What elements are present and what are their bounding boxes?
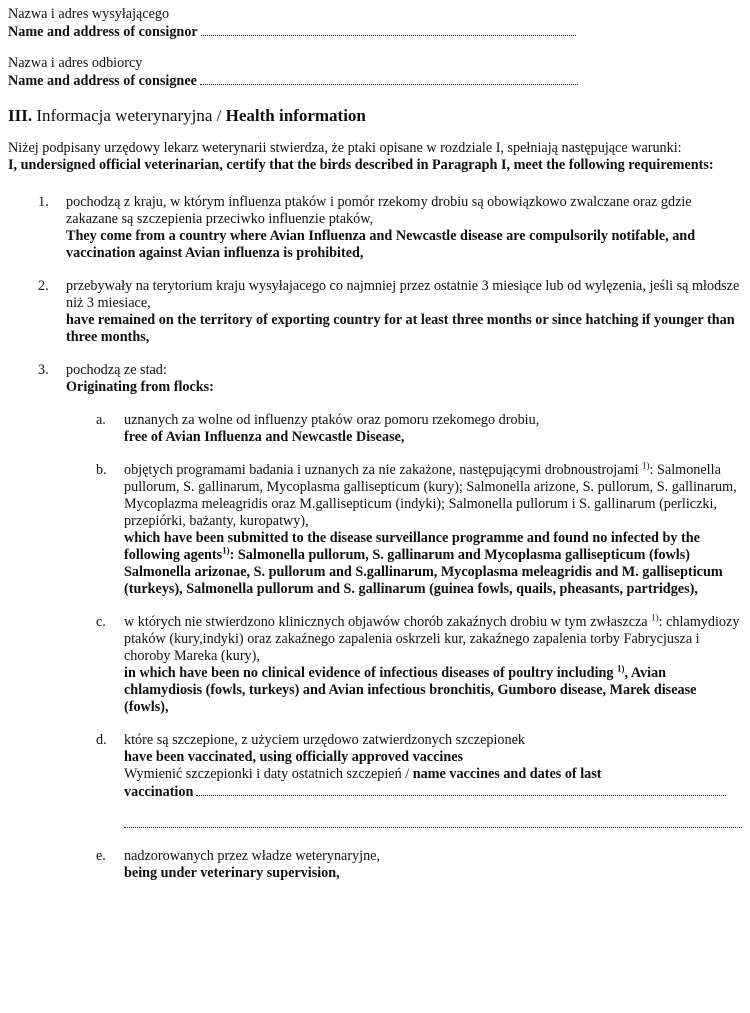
flock-condition-e xyxy=(8,848,744,882)
condition-text-en-part2: : Salmonella pullorum, S. gallinarum and Mycoplasma gallisepticum (fowls) Salmonella arizonae, S. pullorum and S.gallinarum, Mycoplasma meleagridis and M. gallisepticum (turkeys), Salmonella pullorum and S. gallinarum (guinea fowls, quails, pheasants, partridges), xyxy=(124,547,723,597)
flock-condition-c xyxy=(8,614,744,716)
vaccination-prompt xyxy=(124,766,744,783)
footnote-mark: 1) xyxy=(642,460,650,471)
condition-text-pl-part1: objętych programami badania i uznanych za nie zakażone, następującymi drobnoustrojami xyxy=(124,462,639,478)
consignee-label-en: Name and address of consignee xyxy=(8,73,197,89)
footnote-mark: 1) xyxy=(617,663,625,674)
item-number: 2. xyxy=(38,278,49,294)
condition-text-en: have been vaccinated, using officially approved vaccines xyxy=(124,749,464,765)
consignee-fill-line[interactable] xyxy=(200,72,578,85)
consignee-field xyxy=(8,55,744,90)
item-text-en: Originating from flocks: xyxy=(66,379,214,395)
item-text-en: They come from a country where Avian Influenza and Newcastle disease are compulsorily notifable, and vaccination against Avian influenza is prohibited, xyxy=(66,228,696,261)
condition-text-pl xyxy=(124,462,744,530)
condition-text-pl: nadzorowanych przez władze weterynaryjne, xyxy=(124,848,381,864)
condition-letter: a. xyxy=(96,412,106,428)
consignor-field xyxy=(8,6,744,41)
vaccination-fill-line-2[interactable] xyxy=(124,815,742,828)
item-text-en: have remained on the territory of exporting country for at least three months or since hatching if younger than three months, xyxy=(66,312,735,345)
consignor-fill-line[interactable] xyxy=(201,23,576,36)
flock-condition-b xyxy=(8,462,744,598)
condition-letter: e. xyxy=(96,848,106,864)
section-number: III. xyxy=(8,106,33,125)
item-text-pl: przebywały na terytorium kraju wysyłajacego co najmniej przez ostatnie 3 miesiące lub od wylęzenia, jeśli są młodsze niż 3 miesiace, xyxy=(66,278,740,311)
vaccination-prompt-pl: Wymienić szczepionki i daty ostatnich szczepień / xyxy=(124,766,410,782)
flock-condition-a xyxy=(8,412,744,446)
section-title-pl: Informacja weterynaryjna / xyxy=(36,106,222,125)
requirements-list xyxy=(8,194,744,882)
vaccination-label: vaccination xyxy=(124,784,194,800)
condition-text-en-part2: , Avian chlamydiosis (fowls, turkeys) and Avian infectious bronchitis, Gumboro disease, Marek disease (fowls), xyxy=(124,665,697,715)
requirement-item xyxy=(8,278,744,346)
consignor-label-pl: Nazwa i adres wysyłającego xyxy=(8,6,170,22)
condition-letter: d. xyxy=(96,732,107,748)
vaccination-prompt-en: name vaccines and dates of last xyxy=(412,766,602,782)
condition-text-en-part1: in which have been no clinical evidence of infectious diseases of poultry including xyxy=(124,665,614,681)
section-heading xyxy=(8,106,744,126)
condition-letter: c. xyxy=(96,614,106,630)
condition-text-pl-part2: : Salmonella pullorum, S. gallinarum, Mycoplasma gallisepticum (kury); Salmonella arizone, S. pullorum, S. gallinarum, Mycoplazma meleagridis oraz M.gallisepticum (indyki); Salmonella pullorum i S. gallinarum (perliczki, przepiórki, bażanty, kuropatwy), xyxy=(124,462,737,529)
requirement-item xyxy=(8,362,744,882)
item-text-pl: pochodzą z kraju, w którym influenza ptaków i pomór rzekomy drobiu są obowiązkowo zwalczane oraz gdzie zakazane są szczepienia przeciwko influenzie ptaków, xyxy=(66,194,692,227)
flock-condition-d xyxy=(8,732,744,828)
condition-text-pl-part1: w których nie stwierdzono klinicznych objawów chorób zakaźnych drobiu w tym zwłaszcza xyxy=(124,614,648,630)
section-title-en: Health information xyxy=(225,106,366,125)
certificate-page xyxy=(8,6,744,898)
item-number: 1. xyxy=(38,194,49,210)
vaccination-fill-line[interactable] xyxy=(196,783,726,796)
footnote-mark: 1) xyxy=(222,545,230,556)
condition-text-pl: które są szczepione, z użyciem urzędowo zatwierdzonych szczepionek xyxy=(124,732,525,748)
intro-pl: Niżej podpisany urzędowy lekarz weterynarii stwierdza, że ptaki opisane w rozdziale I, spełniają następujące warunki: xyxy=(8,140,682,156)
condition-letter: b. xyxy=(96,462,107,478)
condition-text-pl-part2: : chlamydiozy ptaków (kury,indyki) oraz zakaźnego zapalenia oskrzeli kur, zakaźnego zapalenia torby Fabrycjusza i choroby Mareka (kury), xyxy=(124,614,740,664)
condition-text-pl: uznanych za wolne od influenzy ptaków oraz pomoru rzekomego drobiu, xyxy=(124,412,540,428)
intro-paragraph xyxy=(8,140,744,174)
consignee-label-pl: Nazwa i adres odbiorcy xyxy=(8,55,143,71)
condition-text-pl xyxy=(124,614,744,665)
intro-en: I, undersigned official veterinarian, certify that the birds described in Paragraph I, meet the following requirements: xyxy=(8,157,714,173)
item-number: 3. xyxy=(38,362,49,378)
condition-text-en-part1: which have been submitted to the disease surveillance programme and found no infected by the following agents xyxy=(124,530,700,563)
condition-text-en: being under veterinary supervision, xyxy=(124,865,340,881)
condition-text-en: free of Avian Influenza and Newcastle Disease, xyxy=(124,429,405,445)
requirement-item xyxy=(8,194,744,262)
item-text-pl: pochodzą ze stad: xyxy=(66,362,167,378)
footnote-mark: 1) xyxy=(651,612,659,623)
flock-conditions-list xyxy=(8,412,744,882)
consignor-label-en: Name and address of consignor xyxy=(8,24,198,40)
